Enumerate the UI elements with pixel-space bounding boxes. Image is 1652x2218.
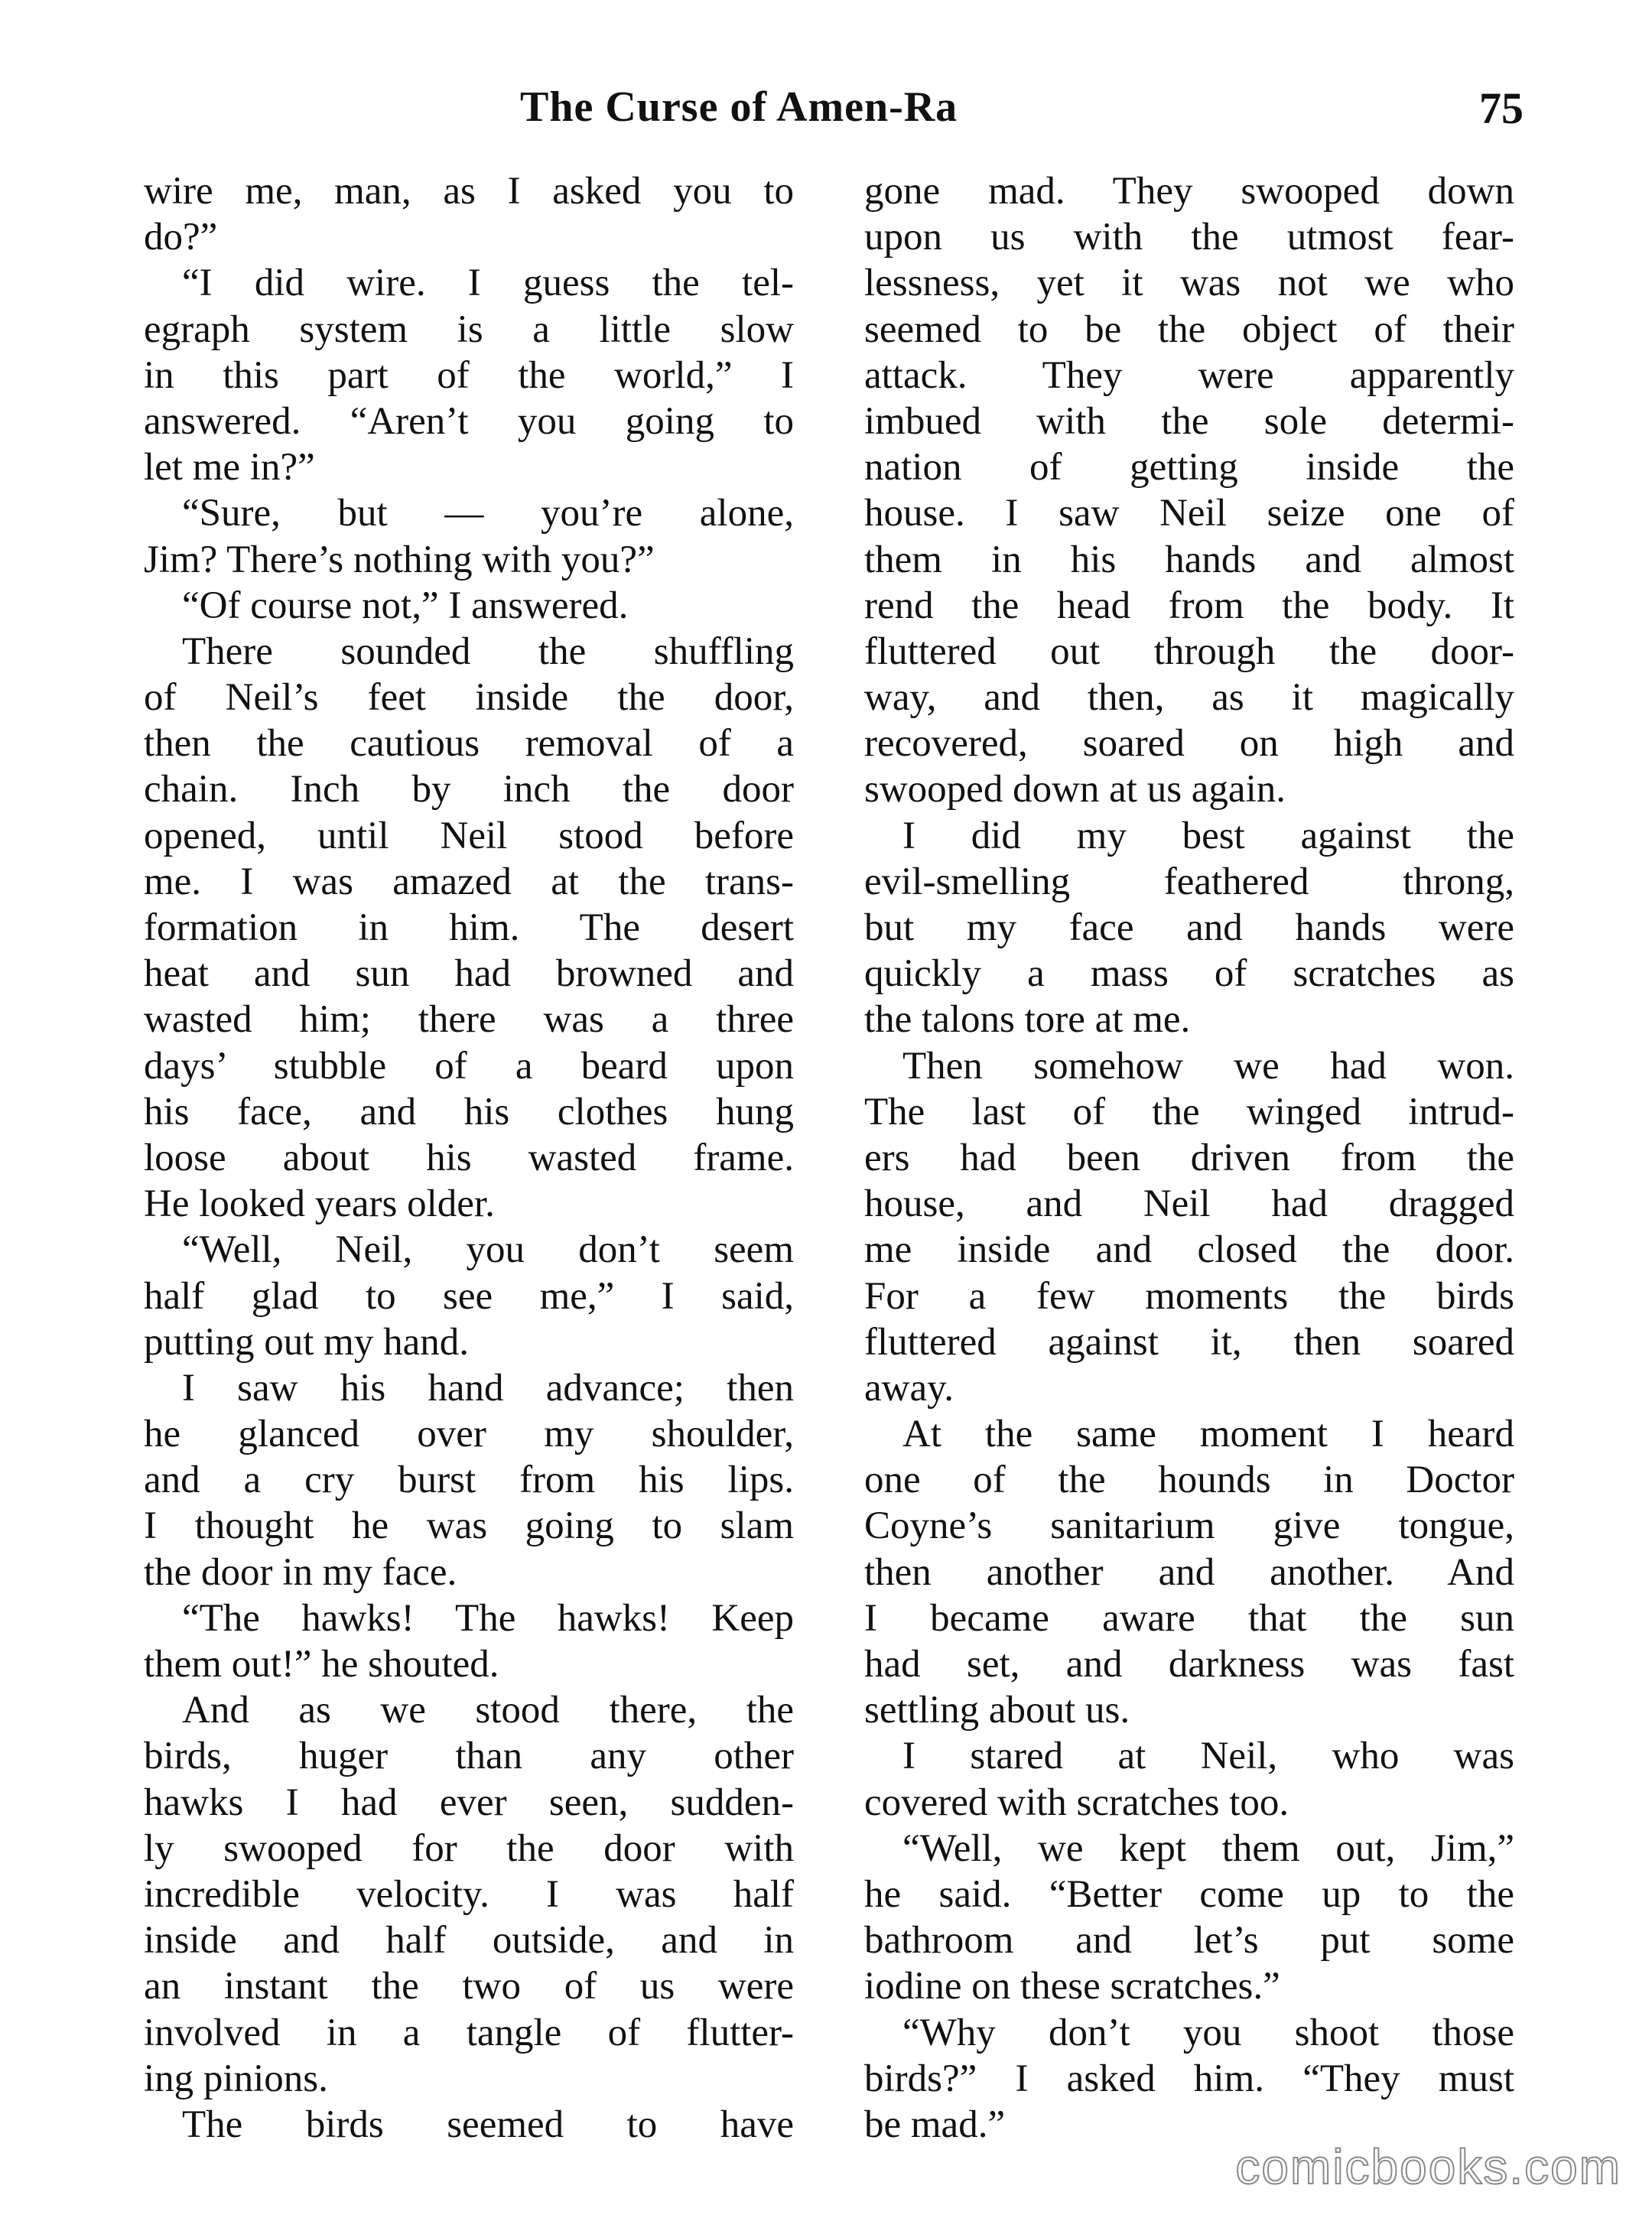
text-line: The last of the winged intrud-: [864, 1090, 1514, 1133]
text-line: ers had been driven from the: [864, 1136, 1514, 1179]
running-title: The Curse of Amen-Ra: [520, 83, 958, 131]
text-line: “Well, Neil, you don’t seem: [182, 1228, 794, 1272]
text-line: I saw his hand advance; then: [182, 1366, 794, 1410]
text-line: let me in?”: [144, 446, 315, 489]
text-line: swooped down at us again.: [864, 768, 1286, 811]
text-line: quickly a mass of scratches as: [864, 952, 1514, 996]
text-line: he glanced over my shoulder,: [144, 1413, 794, 1456]
text-line: in this part of the world,” I: [144, 353, 794, 397]
text-line: fluttered out through the door-: [864, 629, 1514, 673]
page-number: 75: [1479, 83, 1524, 133]
text-line: seemed to be the object of their: [864, 307, 1514, 351]
text-line: opened, until Neil stood before: [144, 814, 794, 857]
text-line: the door in my face.: [144, 1550, 457, 1594]
text-line: recovered, soared on high and: [864, 722, 1514, 766]
text-line: away.: [864, 1366, 954, 1410]
text-line: birds, huger than any other: [144, 1735, 794, 1778]
watermark: comicbooks.com: [1235, 2139, 1621, 2194]
text-line: house, and Neil had dragged: [864, 1182, 1514, 1226]
text-line: me. I was amazed at the trans-: [144, 860, 794, 903]
text-line: The birds seemed to have: [182, 2103, 794, 2146]
text-line: heat and sun had browned and: [144, 952, 794, 996]
text-line: attack. They were apparently: [864, 353, 1514, 397]
text-line: “Well, we kept them out, Jim,”: [902, 1826, 1514, 1870]
text-line: wire me, man, as I asked you to: [144, 170, 794, 213]
text-line: “Why don’t you shoot those: [902, 2011, 1514, 2054]
text-line: gone mad. They swooped down: [864, 170, 1514, 213]
right-text-column: [864, 168, 1514, 2157]
text-line: them out!” he shouted.: [144, 1643, 499, 1686]
text-line: do?”: [144, 216, 218, 259]
text-line: way, and then, as it magically: [864, 676, 1514, 720]
text-line: upon us with the utmost fear-: [864, 216, 1514, 259]
text-line: At the same moment I heard: [902, 1413, 1514, 1456]
text-line: fluttered against it, then soared: [864, 1320, 1514, 1364]
text-line: rend the head from the body. It: [864, 584, 1514, 627]
text-line: his face, and his clothes hung: [144, 1090, 794, 1133]
text-line: nation of getting inside the: [864, 446, 1514, 489]
text-line: half glad to see me,” I said,: [144, 1274, 794, 1318]
text-line: I became aware that the sun: [864, 1596, 1514, 1640]
text-line: ly swooped for the door with: [144, 1826, 794, 1870]
text-line: “The hawks! The hawks! Keep: [182, 1596, 794, 1640]
text-line: one of the hounds in Doctor: [864, 1459, 1514, 1502]
text-line: Jim? There’s nothing with you?”: [144, 538, 655, 581]
text-line: formation in him. The desert: [144, 906, 794, 949]
text-line: had set, and darkness was fast: [864, 1643, 1514, 1686]
text-line: imbued with the sole determi-: [864, 399, 1514, 443]
text-line: hawks I had ever seen, sudden-: [144, 1781, 794, 1824]
text-line: lessness, yet it was not we who: [864, 262, 1514, 305]
text-line: answered. “Aren’t you going to: [144, 399, 794, 443]
text-line: bathroom and let’s put some: [864, 1919, 1514, 1963]
page-header: [0, 83, 1652, 144]
text-line: loose about his wasted frame.: [144, 1136, 794, 1179]
text-line: then the cautious removal of a: [144, 722, 794, 766]
text-line: covered with scratches too.: [864, 1781, 1289, 1824]
text-line: And as we stood there, the: [182, 1689, 794, 1732]
text-line: “I did wire. I guess the tel-: [182, 262, 794, 305]
text-line: chain. Inch by inch the door: [144, 768, 794, 811]
text-line: egraph system is a little slow: [144, 307, 794, 351]
text-line: ing pinions.: [144, 2057, 328, 2100]
text-line: be mad.”: [864, 2103, 1006, 2146]
text-line: evil-smelling feathered throng,: [864, 860, 1514, 903]
text-line: but my face and hands were: [864, 906, 1514, 949]
text-line: Then somehow we had won.: [902, 1044, 1514, 1088]
text-line: house. I saw Neil seize one of: [864, 492, 1514, 535]
text-line: incredible velocity. I was half: [144, 1872, 794, 1916]
text-line: settling about us.: [864, 1689, 1130, 1732]
text-line: and a cry burst from his lips.: [144, 1459, 794, 1502]
text-line: I stared at Neil, who was: [902, 1735, 1514, 1778]
text-line: of Neil’s feet inside the door,: [144, 676, 794, 720]
text-line: then another and another. And: [864, 1550, 1514, 1594]
text-line: he said. “Better come up to the: [864, 1872, 1514, 1916]
text-line: There sounded the shuffling: [182, 629, 794, 673]
left-text-column: [144, 168, 794, 2157]
text-line: days’ stubble of a beard upon: [144, 1044, 794, 1088]
text-line: “Sure, but — you’re alone,: [182, 492, 794, 535]
text-line: birds?” I asked him. “They must: [864, 2057, 1514, 2100]
text-line: I thought he was going to slam: [144, 1504, 794, 1548]
text-line: involved in a tangle of flutter-: [144, 2011, 794, 2054]
text-line: “Of course not,” I answered.: [182, 584, 629, 627]
text-line: Coyne’s sanitarium give tongue,: [864, 1504, 1514, 1548]
text-line: For a few moments the birds: [864, 1274, 1514, 1318]
text-line: wasted him; there was a three: [144, 998, 794, 1042]
text-line: inside and half outside, and in: [144, 1919, 794, 1963]
text-line: them in his hands and almost: [864, 538, 1514, 581]
text-line: He looked years older.: [144, 1182, 495, 1226]
text-line: the talons tore at me.: [864, 998, 1191, 1042]
text-line: putting out my hand.: [144, 1320, 469, 1364]
text-line: iodine on these scratches.”: [864, 1965, 1280, 2008]
text-line: an instant the two of us were: [144, 1965, 794, 2008]
text-line: me inside and closed the door.: [864, 1228, 1514, 1272]
text-line: I did my best against the: [902, 814, 1514, 857]
